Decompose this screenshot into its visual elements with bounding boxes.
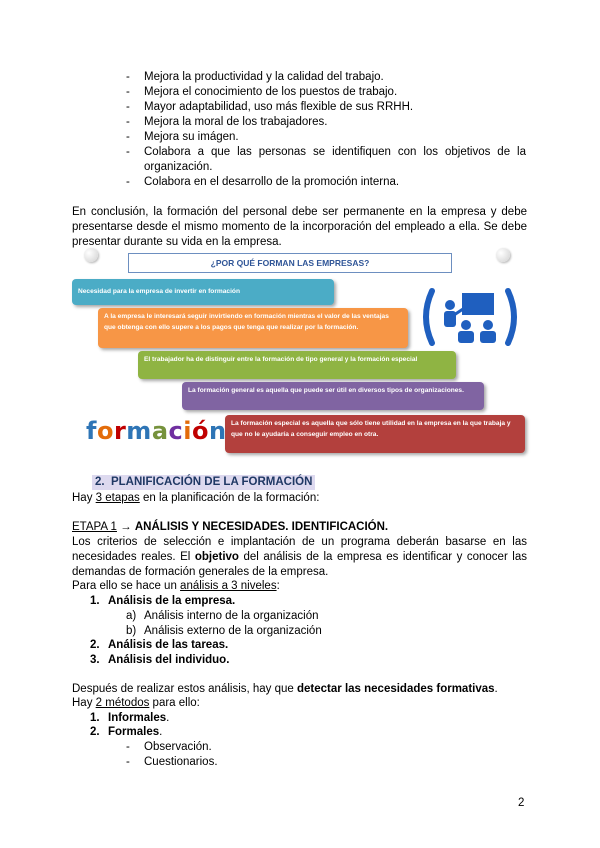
sublevel-letter: a) <box>126 610 137 622</box>
methods-intro <box>72 696 200 711</box>
text: Para ello se hace un <box>72 580 181 592</box>
method-number: 2. <box>90 726 100 738</box>
detect-bold: detectar las necesidades formativas <box>297 683 495 695</box>
infographic-bar: Necesidad para la empresa de invertir en formación <box>72 279 334 305</box>
level-number: 1. <box>90 595 100 607</box>
benefit-text: Mejora el conocimiento de los puestos de trabajo. <box>144 86 398 98</box>
list-item <box>126 70 526 85</box>
etapa-heading <box>72 520 388 535</box>
logo-letter: f <box>86 417 97 445</box>
method-item <box>108 711 169 726</box>
list-item <box>126 175 526 190</box>
stages-link: 3 etapas <box>95 492 140 504</box>
bullet-dash: - <box>126 86 130 98</box>
levels-link: análisis a 3 niveles <box>180 580 277 592</box>
logo-letter: ó <box>191 417 209 445</box>
benefit-text: Mejora la moral de los trabajadores. <box>144 116 328 128</box>
section-heading <box>92 475 315 490</box>
logo-letter: n <box>208 417 227 445</box>
level-number: 3. <box>90 654 100 666</box>
sublevel-text: Análisis interno de la organización <box>144 610 319 622</box>
bullet-dash: - <box>126 146 130 158</box>
list-item <box>126 85 526 100</box>
infographic-bar: El trabajador ha de distinguir entre la formación de tipo general y la formación especial <box>138 351 456 379</box>
method-name: Informales <box>108 712 167 724</box>
criteria-paragraph <box>72 535 527 580</box>
bullet-dash: - <box>126 741 130 753</box>
text: . <box>159 726 163 738</box>
logo-letter: o <box>96 417 114 445</box>
method-name: Formales <box>108 726 160 738</box>
benefit-text: Mejora la productividad y la calidad del trabajo. <box>144 71 384 83</box>
formal-item: Observación. <box>144 741 212 753</box>
bullet-dash: - <box>126 131 130 143</box>
level-text: Análisis de la empresa. <box>108 595 236 607</box>
infographic-title: ¿POR QUÉ FORMAN LAS EMPRESAS? <box>128 253 452 273</box>
list-item <box>126 115 526 130</box>
section-number: 2. <box>95 476 105 488</box>
levels-intro <box>72 579 280 594</box>
level-text: Análisis de las tareas. <box>108 639 229 651</box>
sublevel-text: Análisis externo de la organización <box>144 625 322 637</box>
text: . <box>494 683 498 695</box>
list-item <box>126 130 526 145</box>
logo-letter: r <box>113 417 127 445</box>
bullet-dash: - <box>126 116 130 128</box>
etapa-title: ANÁLISIS Y NECESIDADES. IDENTIFICACIÓN. <box>134 521 389 533</box>
method-number: 1. <box>90 712 100 724</box>
method-item <box>108 725 162 740</box>
text: para ello: <box>149 697 200 709</box>
benefit-text: Mayor adaptabilidad, uso más flexible de sus RRHH. <box>144 101 414 113</box>
bullet-dash: - <box>126 176 130 188</box>
bullet-dash: - <box>126 71 130 83</box>
text: Después de realizar estos análisis, hay que <box>72 683 298 695</box>
text: del análisis de la empresa es identificar y conocer las demandas de formación generales de la empresa. <box>72 551 527 578</box>
logo-letter: c <box>168 417 184 445</box>
after-analysis <box>72 682 498 697</box>
sublevel-letter: b) <box>126 625 137 637</box>
text: Hay <box>72 697 96 709</box>
text: : <box>276 580 280 592</box>
bullet-dash: - <box>126 101 130 113</box>
text: en la planificación de la formación: <box>139 492 320 504</box>
conclusion-paragraph: En conclusión, la formación del personal debe ser permanente en la empresa y debe presentarse desde el mismo momento de la incorporación del empleado a ella. Se debe presentar durante su vida en la empresa. <box>72 206 527 248</box>
bullet-dash: - <box>126 756 130 768</box>
infographic-bar: A la empresa le interesará seguir invirtiendo en formación mientras el valor de las ventajas que obtenga con ello supere a los pagos que tenga que realizar por la formación. <box>98 308 408 348</box>
text: Hay <box>72 492 96 504</box>
section-title: PLANIFICACIÓN DE LA FORMACIÓN <box>110 476 313 488</box>
level-text: Análisis del individuo. <box>108 654 230 666</box>
level-number: 2. <box>90 639 100 651</box>
formacion-logo <box>86 417 227 445</box>
stages-line <box>72 491 319 506</box>
etapa-label: ETAPA 1 <box>72 521 117 533</box>
methods-link: 2 métodos <box>95 697 150 709</box>
training-icon <box>418 287 522 347</box>
benefit-text: Colabora a que las personas se identifiquen con los objetivos de la organización. <box>144 146 526 173</box>
list-item <box>126 145 526 175</box>
list-item <box>126 100 526 115</box>
infographic-bar: La formación general es aquella que puede ser útil en diversos tipos de organizaciones. <box>182 382 484 410</box>
text: . <box>166 712 170 724</box>
benefit-text: Mejora su imágen. <box>144 131 239 143</box>
page-number: 2 <box>518 797 525 809</box>
decorative-circle <box>84 248 98 262</box>
infographic-bar: La formación especial es aquella que sólo tiene utilidad en la empresa en la que trabaja y que no le ayudaría a conseguir empleo en otra. <box>225 415 525 453</box>
arrow-icon: → <box>120 521 132 533</box>
benefit-text: Colabora en el desarrollo de la promoción interna. <box>144 176 400 188</box>
formal-item: Cuestionarios. <box>144 756 218 768</box>
objetivo-bold: objetivo <box>194 551 239 563</box>
decorative-circle <box>496 248 510 262</box>
logo-letter: i <box>183 417 192 445</box>
logo-letter: m <box>126 417 152 445</box>
text: Los criterios de selección e implantación de un programa deberán basarse en las necesidades reales. El <box>72 536 527 563</box>
logo-letter: a <box>151 417 169 445</box>
